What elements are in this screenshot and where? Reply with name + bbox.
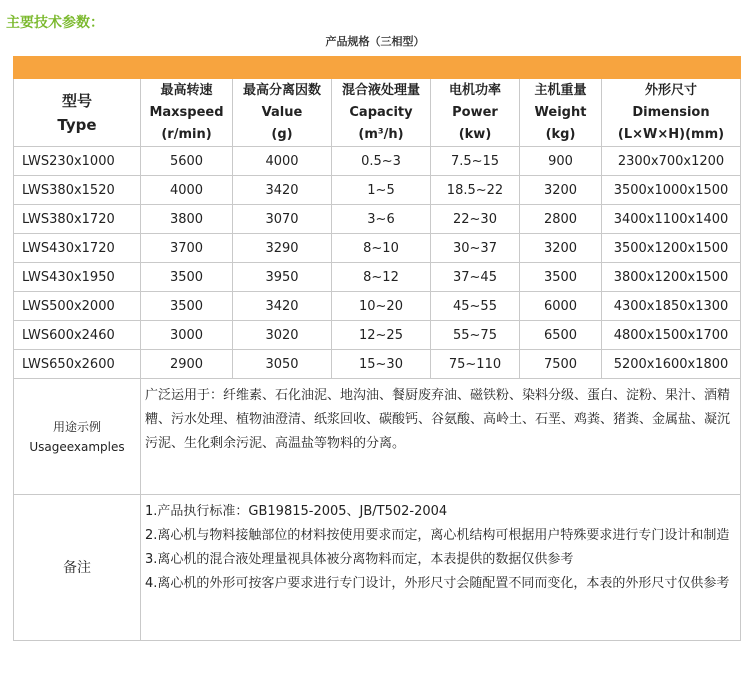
weight-cell: 7500	[520, 350, 602, 379]
value-cell: 3070	[233, 205, 332, 234]
table-row	[14, 350, 741, 379]
header-type	[14, 79, 141, 147]
dimension-cell: 4300x1850x1300	[602, 292, 741, 321]
dimension-cell: 5200x1600x1800	[602, 350, 741, 379]
header-weight	[520, 79, 602, 147]
header-label-en: Value	[261, 104, 303, 120]
maxspeed-cell: 3000	[141, 321, 233, 350]
header-unit: (kw)	[458, 126, 492, 142]
usage-text: 广泛运用于：纤维素、石化油泥、地沟油、餐厨废弃油、磁铁粉、染料分级、蛋白、淀粉、果汁、酒精糟、污水处理、植物油澄清、纸浆回收、碳酸钙、谷氨酸、高岭土、石垩、鸡粪、猪粪、金属盐、凝沉污泥、生化剩余污泥、高温盐等物料的分离。	[141, 379, 741, 495]
power-cell: 55~75	[431, 321, 520, 350]
model-cell: LWS650x2600	[14, 350, 141, 379]
table-row	[14, 205, 741, 234]
header-label-en: Type	[57, 115, 97, 134]
power-cell: 30~37	[431, 234, 520, 263]
model-cell: LWS430x1950	[14, 263, 141, 292]
value-cell: 3020	[233, 321, 332, 350]
usage-label	[14, 379, 141, 495]
value-cell: 3420	[233, 176, 332, 205]
maxspeed-cell: 2900	[141, 350, 233, 379]
capacity-cell: 10~20	[332, 292, 431, 321]
model-cell: LWS500x2000	[14, 292, 141, 321]
header-unit: (L×W×H)(mm)	[617, 126, 725, 142]
usage-row	[14, 379, 741, 495]
note-item: 2.离心机与物料接触部位的材料按使用要求而定，离心机结构可根据用户特殊要求进行专门设计和制造	[145, 528, 730, 543]
weight-cell: 900	[520, 147, 602, 176]
model-cell: LWS380x1720	[14, 205, 141, 234]
capacity-cell: 3~6	[332, 205, 431, 234]
power-cell: 37~45	[431, 263, 520, 292]
power-cell: 7.5~15	[431, 147, 520, 176]
header-unit: (kg)	[545, 126, 576, 142]
dimension-cell: 3500x1000x1500	[602, 176, 741, 205]
value-cell: 3950	[233, 263, 332, 292]
header-label-cn: 最高分离因数	[242, 82, 321, 98]
header-unit: (r/min)	[161, 126, 212, 142]
dimension-cell: 3400x1100x1400	[602, 205, 741, 234]
header-unit: (g)	[271, 126, 293, 142]
header-band	[14, 57, 741, 79]
maxspeed-cell: 3500	[141, 292, 233, 321]
table-row	[14, 263, 741, 292]
header-row	[14, 79, 741, 147]
table-row	[14, 321, 741, 350]
table-row	[14, 147, 741, 176]
dimension-cell: 3800x1200x1500	[602, 263, 741, 292]
orange-band-cell	[14, 57, 741, 79]
power-cell: 18.5~22	[431, 176, 520, 205]
model-cell: LWS600x2460	[14, 321, 141, 350]
capacity-cell: 8~12	[332, 263, 431, 292]
notes-label: 备注	[14, 495, 141, 641]
header-label-cn: 最高转速	[160, 82, 213, 98]
weight-cell: 3200	[520, 176, 602, 205]
table-row	[14, 292, 741, 321]
header-dimension	[602, 79, 741, 147]
maxspeed-cell: 3800	[141, 205, 233, 234]
notes-row	[14, 495, 741, 641]
section-title: 主要技术参数：	[6, 15, 104, 31]
value-cell: 3050	[233, 350, 332, 379]
header-capacity	[332, 79, 431, 147]
header-label-cn: 混合液处理量	[341, 82, 420, 98]
power-cell: 75~110	[431, 350, 520, 379]
maxspeed-cell: 5600	[141, 147, 233, 176]
weight-cell: 6500	[520, 321, 602, 350]
maxspeed-cell: 4000	[141, 176, 233, 205]
note-item: 4.离心机的外形可按客户要求进行专门设计，外形尺寸会随配置不同而变化，本表的外形尺寸仅供参考	[145, 576, 730, 591]
header-unit: (m³/h)	[358, 126, 404, 142]
header-label-en: Maxspeed	[149, 104, 224, 120]
notes-text	[141, 495, 741, 641]
table-row	[14, 234, 741, 263]
maxspeed-cell: 3500	[141, 263, 233, 292]
weight-cell: 2800	[520, 205, 602, 234]
model-cell: LWS430x1720	[14, 234, 141, 263]
note-item: 3.离心机的混合液处理量视具体被分离物料而定，本表提供的数据仅供参考	[145, 552, 574, 567]
header-label-en: Capacity	[349, 104, 413, 120]
header-value	[233, 79, 332, 147]
usage-label-en: Usageexamples	[29, 439, 125, 454]
header-label-en: Dimension	[632, 104, 710, 120]
dimension-cell: 4800x1500x1700	[602, 321, 741, 350]
model-cell: LWS230x1000	[14, 147, 141, 176]
header-label-en: Power	[452, 104, 498, 120]
value-cell: 3290	[233, 234, 332, 263]
capacity-cell: 12~25	[332, 321, 431, 350]
note-item: 1.产品执行标准：GB19815-2005、JB/T502-2004	[145, 504, 448, 519]
header-label-cn: 电机功率	[448, 82, 501, 98]
header-maxspeed	[141, 79, 233, 147]
header-label-en: Weight	[534, 104, 587, 120]
spec-table	[13, 56, 741, 641]
value-cell: 4000	[233, 147, 332, 176]
header-power	[431, 79, 520, 147]
weight-cell: 3200	[520, 234, 602, 263]
value-cell: 3420	[233, 292, 332, 321]
header-label-cn: 外形尺寸	[645, 82, 698, 98]
header-label-cn: 主机重量	[534, 82, 587, 98]
weight-cell: 3500	[520, 263, 602, 292]
capacity-cell: 0.5~3	[332, 147, 431, 176]
usage-label-cn: 用途示例	[52, 419, 101, 434]
weight-cell: 6000	[520, 292, 602, 321]
model-cell: LWS380x1520	[14, 176, 141, 205]
capacity-cell: 15~30	[332, 350, 431, 379]
table-row	[14, 176, 741, 205]
capacity-cell: 1~5	[332, 176, 431, 205]
dimension-cell: 2300x700x1200	[602, 147, 741, 176]
table-caption: 产品规格（三相型）	[325, 35, 425, 48]
dimension-cell: 3500x1200x1500	[602, 234, 741, 263]
capacity-cell: 8~10	[332, 234, 431, 263]
power-cell: 22~30	[431, 205, 520, 234]
power-cell: 45~55	[431, 292, 520, 321]
header-label-cn: 型号	[61, 91, 92, 110]
maxspeed-cell: 3700	[141, 234, 233, 263]
